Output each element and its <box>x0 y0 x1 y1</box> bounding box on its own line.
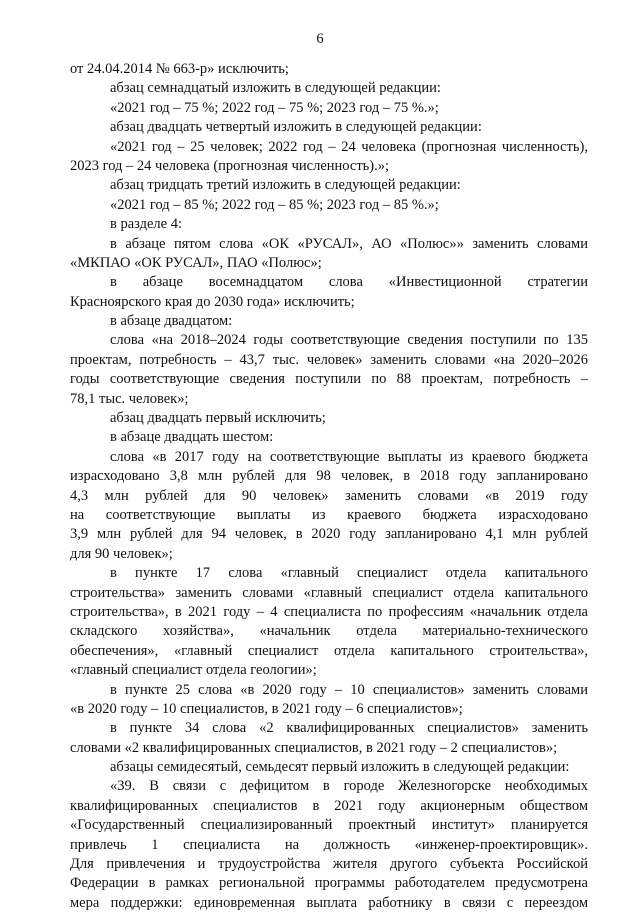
text-line: квалифицированных специалистов в 2021 году акционерным обществом <box>70 797 588 814</box>
text-line: в пункте 25 слова «в 2020 году – 10 специалистов» заменить словами <box>110 681 588 698</box>
text-line: в пункте 34 слова «2 квалифицированных специалистов» заменить <box>110 720 588 737</box>
text-line: «главный специалист отдела геологии»; <box>70 662 317 679</box>
text-line: «2021 год – 25 человек; 2022 год – 24 человека (прогнозная численность), <box>110 138 588 155</box>
text-line: слова «в 2017 году на соответствующие выплаты из краевого бюджета <box>110 448 588 465</box>
text-line: израсходовано 3,8 млн рублей для 98 человек, в 2018 году запланировано <box>70 468 588 485</box>
text-line: строительства» заменить словами «главный специалист отдела капитального <box>70 584 588 601</box>
text-line: «в 2020 году – 10 специалистов, в 2021 году – 6 специалистов»; <box>70 700 463 717</box>
page-number: 6 <box>316 31 324 47</box>
text-line: мера поддержки: единовременная выплата работнику в связи с переездом <box>70 894 588 911</box>
text-line: «2021 год – 85 %; 2022 год – 85 %; 2023 год – 85 %.»; <box>110 196 439 213</box>
text-line: от 24.04.2014 № 663-р» исключить; <box>70 61 289 77</box>
text-line: «2021 год – 75 %; 2022 год – 75 %; 2023 год – 75 %.»; <box>110 99 439 116</box>
text-line: обеспечения», «главный специалист отдела капитального строительства», <box>70 642 588 659</box>
text-line: «39. В связи с дефицитом в городе Железногорске необходимых <box>110 778 588 795</box>
text-line: абзацы семидесятый, семьдесят первый изложить в следующей редакции: <box>110 759 570 776</box>
text-line: Для привлечения и трудоустройства жителя другого субъекта Российской <box>70 856 588 873</box>
text-line: абзац двадцать четвертый изложить в следующей редакции: <box>110 119 482 136</box>
text-line: словами «2 квалифицированных специалистов, в 2021 году – 2 специалистов»; <box>70 739 558 756</box>
text-line: в абзаце восемнадцатом слова «Инвестиционной стратегии <box>110 274 588 291</box>
text-line: 78,1 тыс. человек»; <box>70 390 189 407</box>
text-line: на соответствующие выплаты из краевого бюджета израсходовано <box>70 506 588 523</box>
text-line: складского хозяйства», «начальник отдела материально-технического <box>70 623 588 640</box>
text-line: «МКПАО «ОК РУСАЛ», ПАО «Полюс»; <box>70 254 322 271</box>
document-body <box>70 60 588 913</box>
text-line: строительства», в 2021 году – 4 специалиста по профессиям «начальник отдела <box>70 603 588 620</box>
text-line: годы соответствующие сведения поступили по 88 проектам, потребность – <box>70 371 588 388</box>
text-line: слова «на 2018–2024 годы соответствующие сведения поступили по 135 <box>110 332 588 349</box>
text-line: в абзаце двадцать шестом: <box>110 429 274 446</box>
text-line: 3,9 млн рублей для 94 человек, в 2020 году запланировано 4,1 млн рублей <box>70 526 588 543</box>
text-line: абзац тридцать третий изложить в следующей редакции: <box>110 177 461 194</box>
text-line: Красноярского края до 2030 года» исключить; <box>70 293 355 310</box>
text-line: в разделе 4: <box>110 216 183 233</box>
text-line: проектам, потребность – 43,7 тыс. человек» заменить словами «на 2020–2026 <box>70 351 588 368</box>
text-line: абзац двадцать первый исключить; <box>110 410 326 427</box>
text-line: абзац семнадцатый изложить в следующей редакции: <box>110 80 441 97</box>
text-line: для 90 человек»; <box>70 545 173 562</box>
text-line: Федерации в рамках региональной программы работодателем предусмотрена <box>70 875 588 892</box>
text-line: привлечь 1 специалиста на должность «инженер-проектировщик». <box>70 836 588 853</box>
text-line: в пункте 17 слова «главный специалист отдела капитального <box>110 565 588 582</box>
text-line: в абзаце двадцатом: <box>110 313 233 330</box>
text-line: 4,3 млн рублей для 90 человек» заменить словами «в 2019 году <box>70 487 588 504</box>
text-line: в абзаце пятом слова «ОК «РУСАЛ», АО «Полюс»» заменить словами <box>110 235 588 252</box>
text-line: 2023 год – 24 человека (прогнозная численность).»; <box>70 157 390 174</box>
text-line: «Государственный специализированный проектный институт» планируется <box>70 817 588 834</box>
